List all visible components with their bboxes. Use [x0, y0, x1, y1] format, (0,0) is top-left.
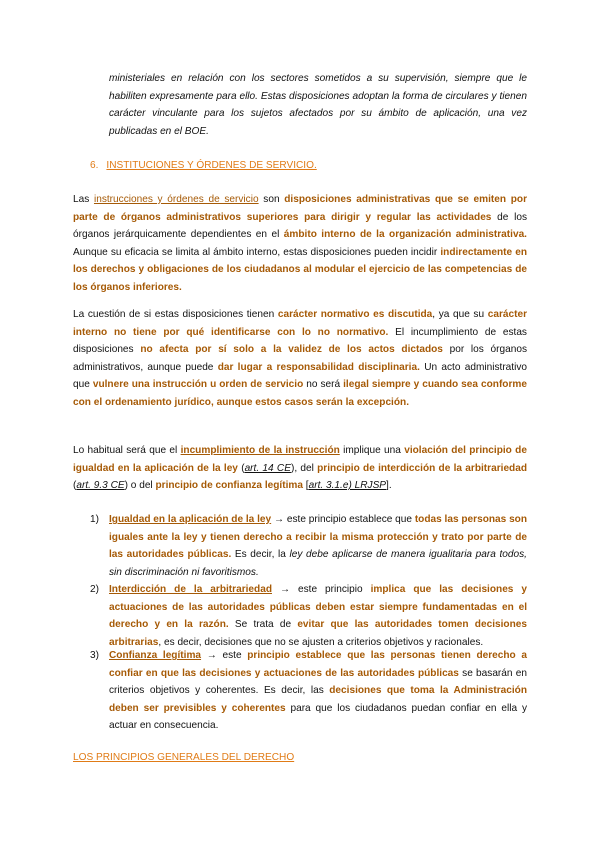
legal-reference: art. 3.1.e) LRJSP: [308, 480, 387, 492]
legal-reference: art. 9.3 CE: [76, 480, 125, 492]
legal-reference: art. 14 CE: [244, 462, 291, 474]
list-item: 3) Confianza legítima → este principio establece que las personas tienen derecho a confiar en que las decisiones y actuaciones de las autoridades públicas se basarán en criterios objetivos y coherentes. Es decir, las decisiones que toma la Administración deben ser previsibles y coherentes para que los ciudadanos puedan confiar en ella y actuar en consecuencia.: [90, 647, 527, 735]
italic-phrase: ley debe aplicarse de manera igualitaria para todos, sin discriminación ni favoritismos.: [109, 549, 527, 578]
principle-title: Confianza legítima: [109, 650, 202, 661]
intro-paragraph: ministeriales en relación con los sectores sometidos a su supervisión, siempre que le habiliten expresamente para ello. Estas disposiciones adoptan la forma de circulares y tienen carácter vinculante para los sujetos afectados por su ámbito de aplicación, una vez publicadas en el BOE.: [109, 73, 527, 137]
key-phrase: no afecta por sí solo a la validez de los actos dictados: [140, 344, 443, 356]
paragraph-incumplimiento: Lo habitual será que el incumplimiento de la instrucción implique una violación del principio de igualdad en la aplicación de la ley (art. 14 CE), del principio de interdicción de la arbitrariedad (art. 9.3 CE) o del principio de confianza legítima [art. 3.1.e) LRJSP].: [73, 445, 528, 492]
key-phrase: disposiciones administrativas que se emiten por parte de órganos administrativos superiores para dirigir y regular las actividades: [73, 194, 528, 223]
key-phrase: incumplimiento de la instrucción: [180, 445, 340, 456]
term-instrucciones: instrucciones y órdenes de servicio: [93, 194, 259, 205]
arrow-icon: →: [272, 584, 299, 595]
key-phrase: implica que las decisiones y actuaciones de las autoridades públicas deben estar siempre fundamentadas en el derecho y en la razón.: [109, 584, 527, 631]
key-phrase: dar lugar a responsabilidad disciplinaria.: [217, 361, 420, 373]
principios-generales-heading: LOS PRINCIPIOS GENERALES DEL DERECHO: [73, 752, 295, 763]
key-phrase: principio de interdicción de la arbitrariedad: [317, 462, 528, 474]
list-item-number: 3): [90, 650, 99, 661]
list-item-number: 2): [90, 584, 99, 595]
key-phrase: indirectamente en los derechos y obligaciones de los ciudadanos al modular el ejercicio de las competencias de los órganos inferiores.: [73, 246, 527, 293]
arrow-icon: →: [271, 514, 287, 525]
section-6-number: 6.: [90, 160, 99, 171]
key-phrase: carácter interno no tiene por qué identificarse con lo no normativo.: [73, 309, 528, 338]
key-phrase: vulnere una instrucción u orden de servicio: [92, 379, 304, 391]
list-item: 1) Igualdad en la aplicación de la ley → este principio establece que todas las personas son iguales ante la ley y tienen derecho a recibir la misma protección y trato por parte de las autoridades públicas. Es decir, la ley debe aplicarse de manera igualitaria para todos, sin discriminación ni favoritismos.: [90, 511, 527, 581]
key-phrase: ámbito interno de la organización administrativa.: [283, 229, 527, 241]
list-item: 2) Interdicción de la arbitrariedad → este principio implica que las decisiones y actuaciones de las autoridades públicas deben estar siempre fundamentadas en el derecho y en la razón. Se trata de evitar que las autoridades tomen decisiones arbitrarias, es decir, decisiones que no se ajusten a criterios objetivos y racionales.: [90, 581, 527, 651]
principle-title: Igualdad en la aplicación de la ley: [109, 514, 272, 525]
key-phrase: todas las personas son iguales ante la ley y tienen derecho a recibir la misma protección y trato por parte de las autoridades públicas.: [109, 514, 528, 561]
key-phrase: principio establece que las personas tienen derecho a confiar en que las decisiones y actuaciones de las autoridades públicas: [109, 650, 527, 679]
key-phrase: violación del principio de igualdad en la aplicación de la ley: [73, 445, 527, 474]
key-phrase: decisiones que toma la Administración deben ser previsibles y coherentes: [109, 685, 528, 714]
key-phrase: principio de confianza legítima: [155, 480, 303, 492]
section-6-heading: [90, 157, 317, 175]
key-phrase: carácter normativo es discutida: [277, 309, 433, 320]
list-item-number: 1): [90, 514, 99, 525]
paragraph-caracter-normativo: La cuestión de si estas disposiciones tienen carácter normativo es discutida, ya que su carácter interno no tiene por qué identificarse con lo no normativo. El incumplimiento de estas disposiciones no afecta por sí solo a la validez de los actos dictados por los órganos administrativos, aunque puede dar lugar a responsabilidad disciplinaria. Un acto administrativo que vulnere una instrucción u orden de servicio no será ilegal siempre y cuando sea conforme con el ordenamiento jurídico, aunque estos casos serán la excepción.: [73, 309, 528, 408]
key-phrase: evitar que las autoridades tomen decisiones arbitrarias: [109, 619, 527, 648]
principle-title: Interdicción de la arbitrariedad: [109, 584, 272, 595]
section-6-title: INSTITUCIONES Y ÓRDENES DE SERVICIO.: [106, 160, 317, 171]
paragraph-instrucciones: Las instrucciones y órdenes de servicio son disposiciones administrativas que se emiten por parte de órganos administrativos superiores para dirigir y regular las actividades de los órganos jerárquicamente dependientes en el ámbito interno de la organización administrativa. Aunque su eficacia se limita al ámbito interno, estas disposiciones pueden incidir indirectamente en los derechos y obligaciones de los ciudadanos al modular el ejercicio de las competencias de los órganos inferiores.: [73, 194, 528, 293]
arrow-icon: →: [201, 650, 223, 661]
key-phrase: ilegal siempre y cuando sea conforme con el ordenamiento jurídico, aunque estos casos serán la excepción.: [73, 379, 527, 408]
